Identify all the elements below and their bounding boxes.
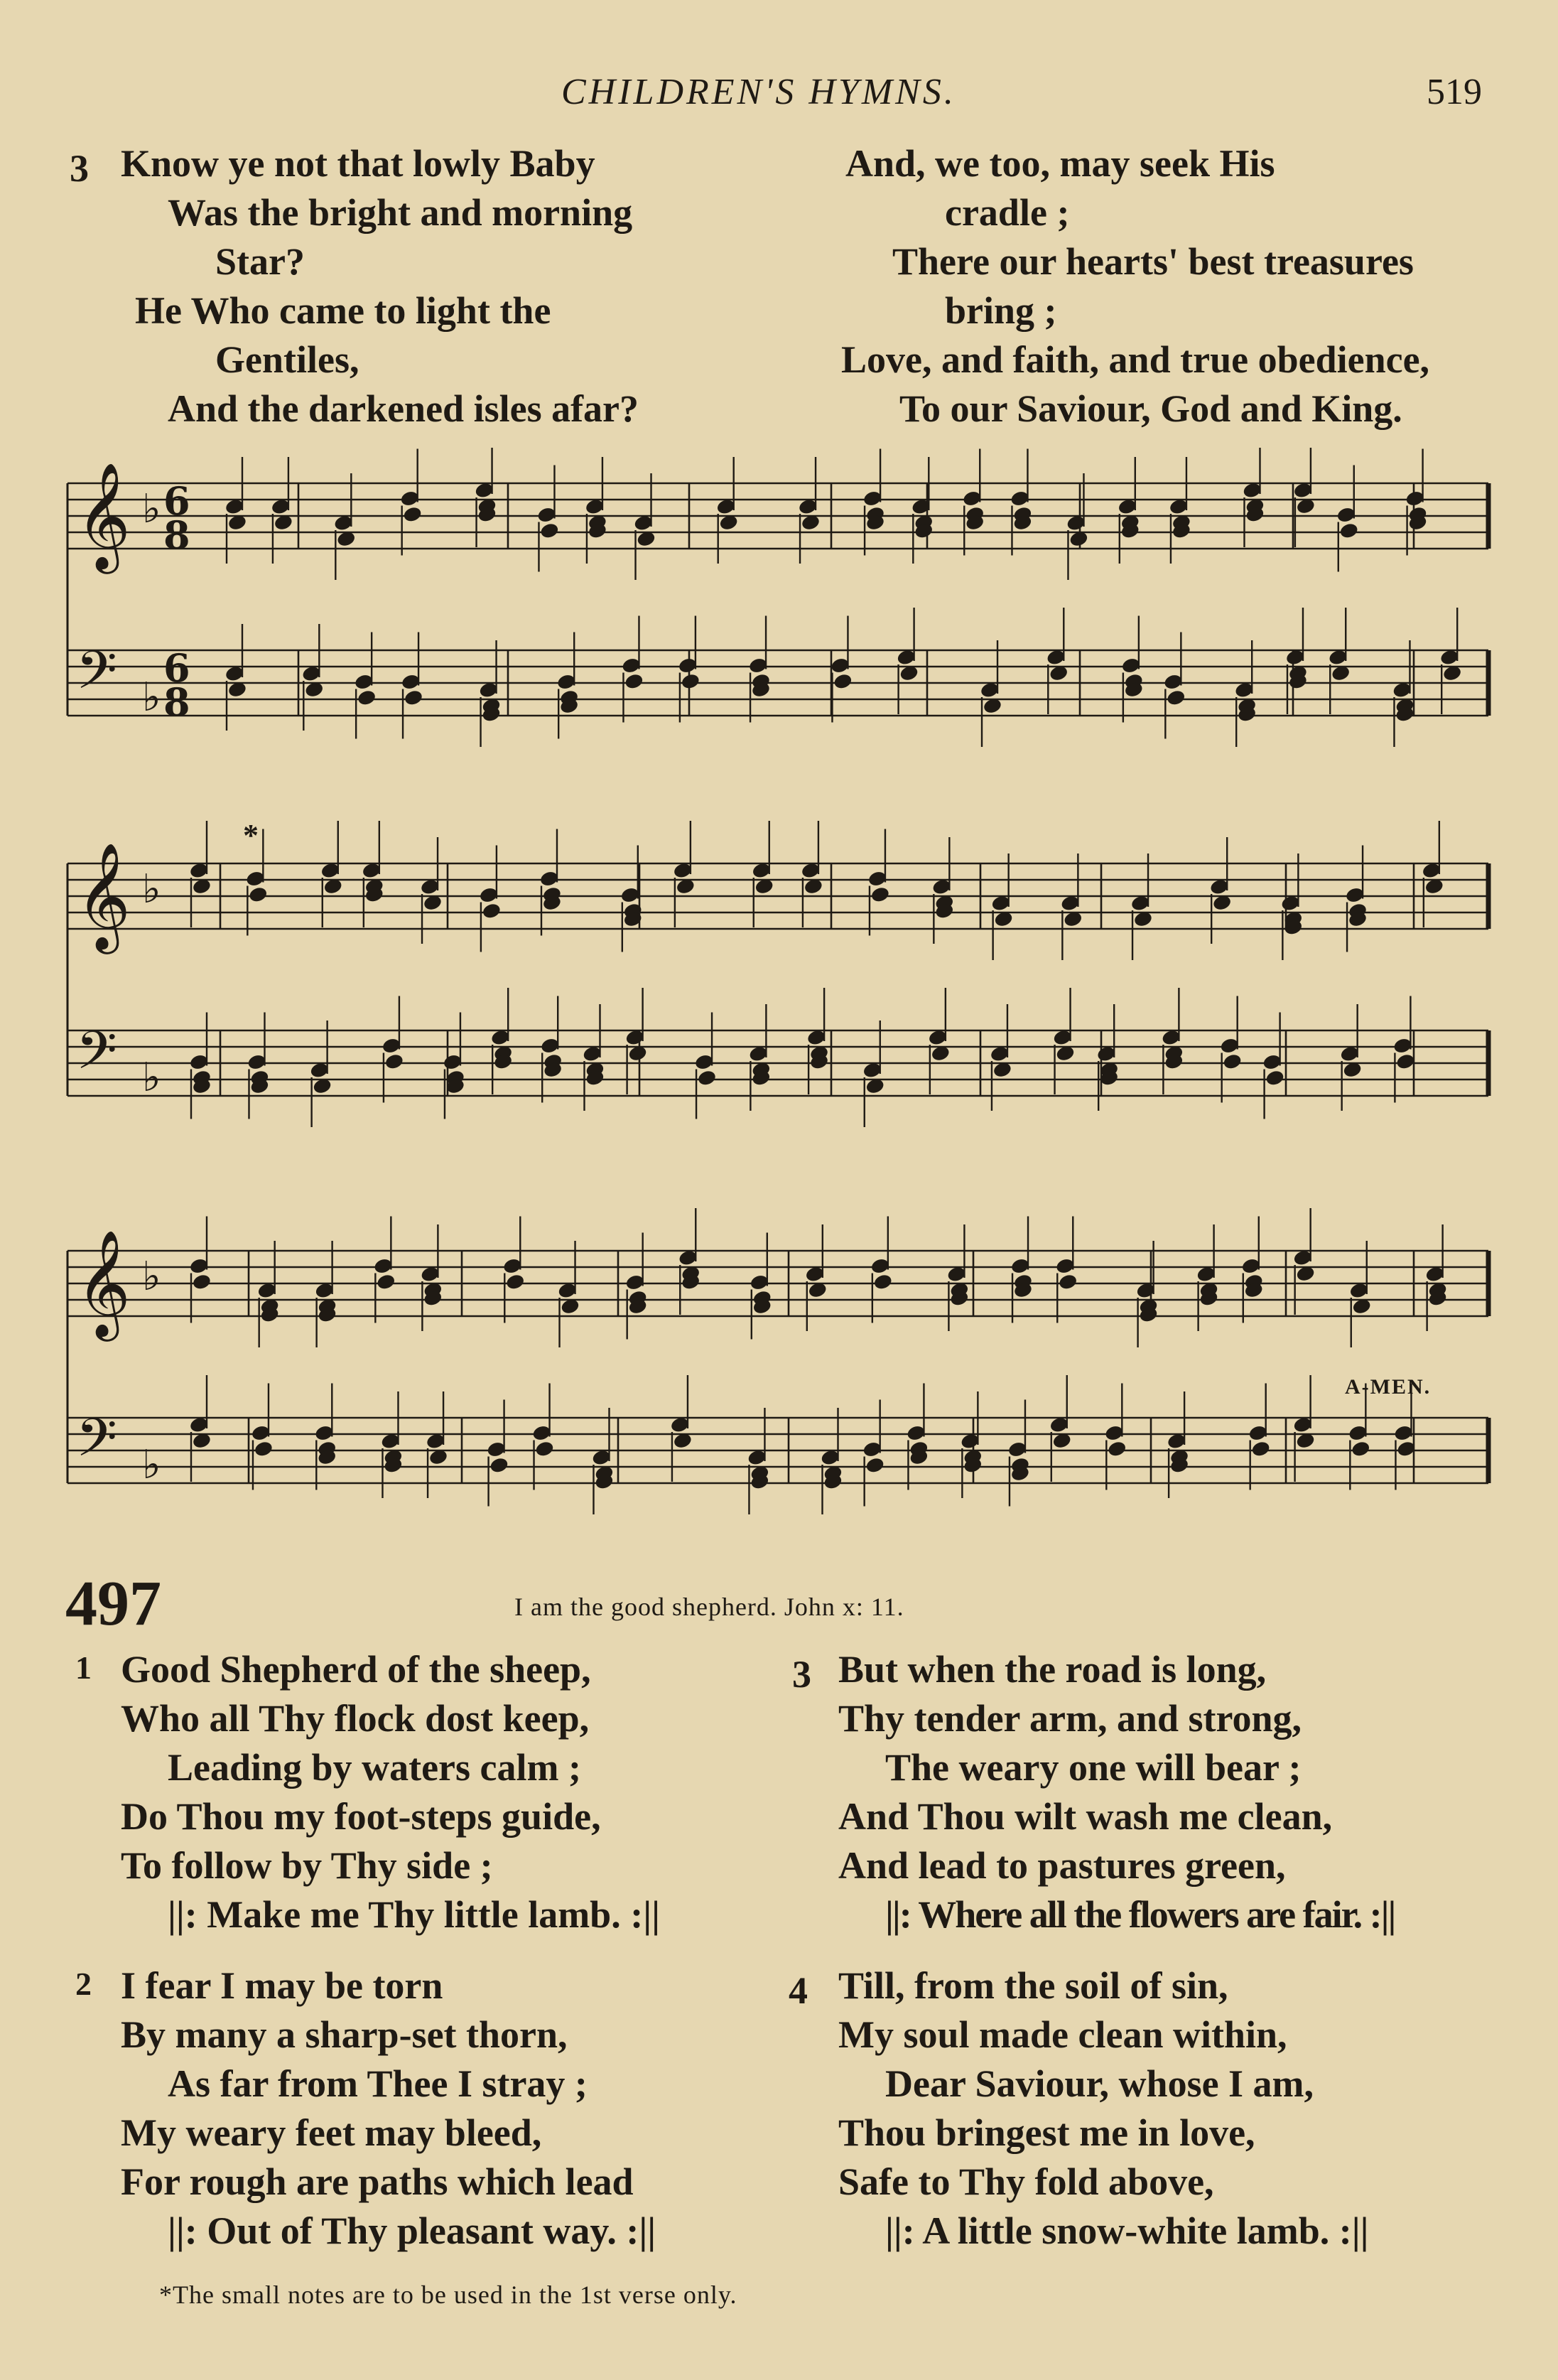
verse-line: Thy tender arm, and strong, [838, 1697, 1302, 1740]
verse-line: Do Thou my foot-steps guide, [121, 1795, 601, 1838]
staff-systems [67, 448, 1488, 1514]
prev-stanza-right [841, 139, 1430, 434]
note-head [539, 522, 560, 539]
verse-line: My weary feet may bleed, [121, 2111, 542, 2154]
verse-line: Love, and faith, and true obedience, [841, 338, 1430, 381]
verse-line: Star? [215, 240, 305, 283]
note-head [1222, 1052, 1243, 1070]
note-head [1166, 689, 1186, 706]
key-signature-flat: ♭ [142, 1254, 161, 1300]
key-signature-flat: ♭ [142, 1442, 161, 1488]
scripture-reference: I am the good shepherd. John x: 11. [514, 1593, 904, 1621]
verse-line: For rough are paths which lead [121, 2160, 634, 2203]
note-head [1395, 1052, 1416, 1070]
note-head [697, 1069, 718, 1087]
verse-line: My soul made clean within, [838, 2013, 1287, 2056]
note-head [505, 1273, 526, 1291]
verse-line: He Who came to light the [135, 289, 551, 332]
note-head [481, 902, 502, 920]
key-signature-flat: ♭ [142, 674, 161, 721]
time-signature-top: 6 [163, 478, 190, 524]
verse-line: By many a sharp-set thorn, [121, 2013, 568, 2056]
note-head [384, 1052, 405, 1070]
verse-line: And lead to pastures green, [838, 1844, 1286, 1887]
page-number: 519 [1427, 72, 1482, 112]
verse-line: Safe to Thy fold above, [838, 2160, 1214, 2203]
verse-line: As far from Thee I stray ; [168, 2062, 588, 2105]
note-head [192, 1273, 212, 1291]
key-signature-flat: ♭ [142, 486, 161, 532]
note-head [357, 689, 377, 706]
note-head [624, 672, 644, 690]
note-head [248, 885, 269, 903]
note-head [1265, 1069, 1285, 1087]
verse-line: bring ; [945, 289, 1057, 332]
verse-line: Till, from the soil of sin, [838, 1964, 1228, 2007]
note-head [404, 689, 424, 706]
stanza-1 [121, 1645, 660, 1939]
verse-line: Thou bringest me in love, [838, 2111, 1255, 2154]
amen-label: A-MEN. [1345, 1375, 1432, 1399]
verse-line: There our hearts' best treasures [892, 240, 1414, 283]
note-head [833, 672, 853, 690]
verse-line: And Thou wilt wash me clean, [838, 1795, 1333, 1838]
note-head [865, 1456, 885, 1474]
note-head [1338, 522, 1359, 539]
stanza-number: 3 [792, 1653, 811, 1696]
time-signature-bottom: 8 [163, 512, 190, 558]
note-head [1107, 1440, 1127, 1458]
music-score [64, 448, 1499, 1556]
note-head [680, 672, 700, 690]
verse-line: ||: Make me Thy little lamb. :|| [168, 1893, 660, 1936]
stanza-number: 3 [70, 147, 89, 190]
bass-clef: 𝄢 [76, 1020, 117, 1094]
note-head [870, 885, 891, 903]
verse-line: Leading by waters calm ; [168, 1746, 581, 1789]
time-signature-bottom: 8 [163, 679, 190, 725]
verse-line: And the darkened isles afar? [168, 387, 639, 430]
stanza-number: 2 [75, 1966, 92, 2002]
note-head [534, 1440, 555, 1458]
stanza-3 [838, 1645, 1395, 1939]
note-head [402, 505, 423, 523]
verse-line: cradle ; [945, 191, 1070, 234]
verse-line: ||: Where all the flowers are fair. :|| [885, 1893, 1395, 1936]
treble-clef: 𝄞 [76, 461, 131, 569]
verse-line: To follow by Thy side ; [121, 1844, 493, 1887]
small-notes-marker: * [243, 818, 259, 853]
note-head [376, 1273, 396, 1291]
note-head [1058, 1273, 1078, 1291]
key-signature-flat: ♭ [142, 866, 161, 912]
footnote: *The small notes are to be used in the 1st verse only. [159, 2281, 737, 2309]
verse-line: Gentiles, [215, 338, 359, 381]
stanza-2 [121, 1961, 656, 2256]
treble-clef: 𝄞 [76, 841, 131, 949]
verse-line: But when the road is long, [838, 1648, 1267, 1691]
verse-line: Dear Saviour, whose I am, [885, 2062, 1314, 2105]
bass-clef: 𝄢 [76, 1407, 117, 1482]
stanza-number: 4 [789, 1969, 808, 2012]
verse-line: ||: Out of Thy pleasant way. :|| [168, 2209, 656, 2252]
verse-line: Was the bright and morning [168, 191, 633, 234]
time-signature-top: 6 [163, 645, 190, 691]
stanza-number: 1 [75, 1649, 92, 1686]
verse-line: The weary one will bear ; [885, 1746, 1302, 1789]
running-header: CHILDREN'S HYMNS. [561, 72, 956, 112]
verse-line: Good Shepherd of the sheep, [121, 1648, 591, 1691]
note-head [1250, 1440, 1271, 1458]
note-head [254, 1440, 274, 1458]
verse-line: Know ye not that lowly Baby [121, 142, 595, 185]
verse-line: I fear I may be torn [121, 1964, 443, 2007]
verse-line: And, we too, may seek His [845, 142, 1275, 185]
note-head [1351, 1440, 1371, 1458]
treble-clef: 𝄞 [76, 1229, 131, 1337]
verse-line: To our Saviour, God and King. [899, 387, 1402, 430]
verse-line: Who all Thy flock dost keep, [121, 1697, 590, 1740]
verse-line: ||: A little snow-white lamb. :|| [885, 2209, 1369, 2252]
note-head [489, 1456, 509, 1474]
note-head [872, 1273, 893, 1291]
bass-clef: 𝄢 [76, 640, 117, 714]
stanza-4 [838, 1961, 1369, 2256]
prev-stanza-left [121, 139, 639, 434]
hymn-number: 497 [65, 1568, 161, 1639]
key-signature-flat: ♭ [142, 1055, 161, 1101]
